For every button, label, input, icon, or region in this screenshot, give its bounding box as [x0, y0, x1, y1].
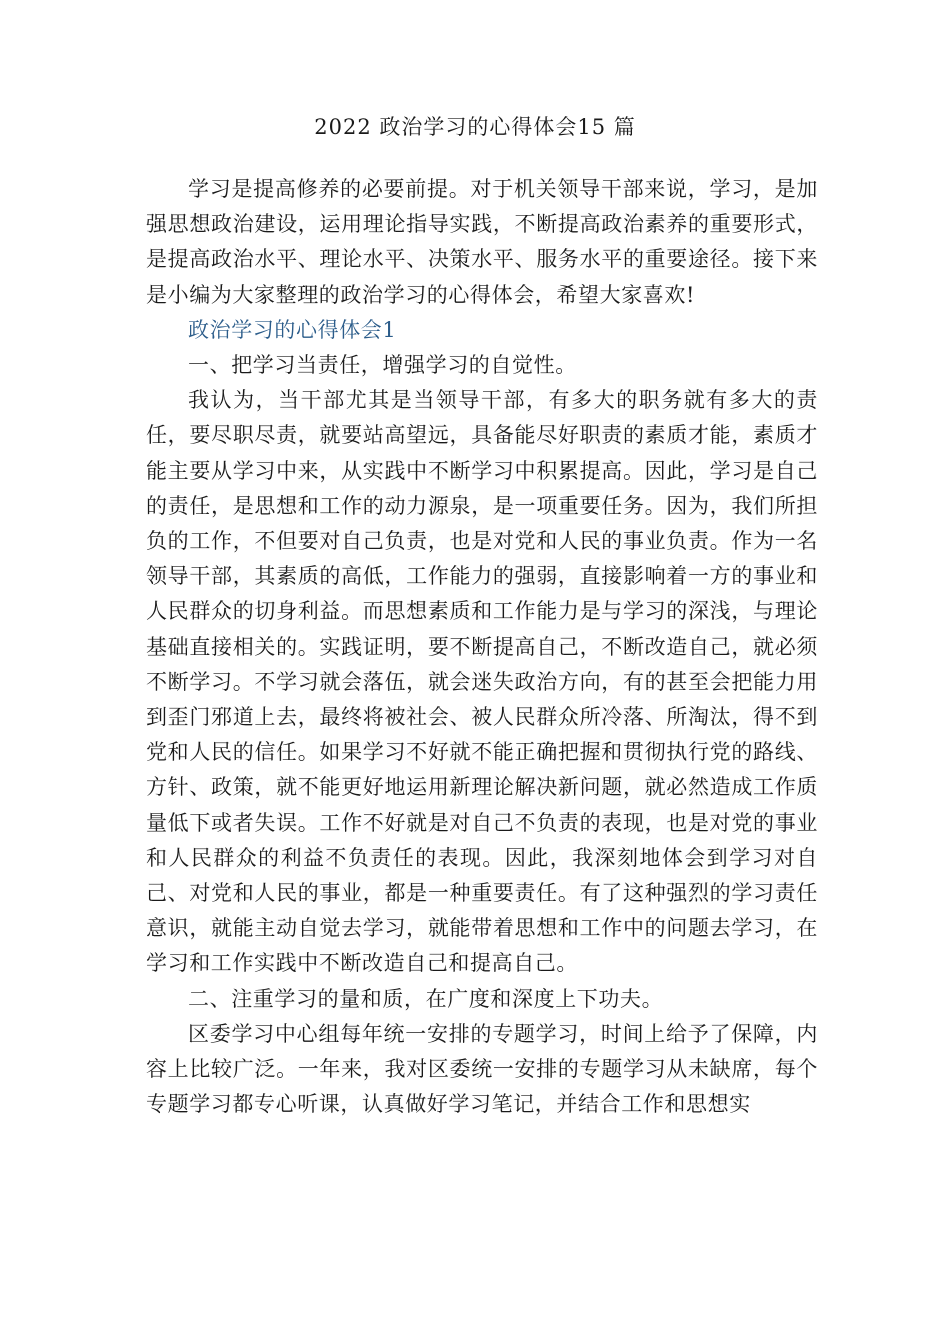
body-paragraph-2: 区委学习中心组每年统一安排的专题学习，时间上给予了保障，内容上比较广泛。一年来，我对区委统一安排的专题学习从未缺席，每个专题学习都专心听课，认真做好学习笔记，并结合工作和思想实 — [146, 1021, 818, 1117]
document-body — [146, 172, 818, 1122]
body-paragraph-1: 我认为，当干部尤其是当领导干部，有多大的职务就有多大的责任，要尽职尽责，就要站高望远，具备能尽好职责的素质才能，素质才能主要从学习中来，从实践中不断学习中积累提高。因此，学习是自己的责任，是思想和工作的动力源泉，是一项重要任务。因为，我们所担负的工作，不但要对自己负责，也是对党和人民的事业负责。作为一名领导干部，其素质的高低，工作能力的强弱，直接影响着一方的事业和人民群众的切身利益。而思想素质和工作能力是与学习的深浅，与理论基础直接相关的。实践证明，要不断提高自己，不断改造自己，就必须不断学习。不学习就会落伍，就会迷失政治方向，有的甚至会把能力用到歪门邪道上去，最终将被社会、被人民群众所冷落、所淘汰，得不到党和人民的信任。如果学习不好就不能正确把握和贯彻执行党的路线、方针、政策，就不能更好地运用新理论解决新问题，就必然造成工作质量低下或者失误。工作不好就是对自己不负责的表现，也是对党的事业和人民群众的利益不负责任的表现。因此，我深刻地体会到学习对自己、对党和人民的事业，都是一种重要责任。有了这种强烈的学习责任意识，就能主动自觉去学习，就能带着思想和工作中的问题去学习，在学习和工作实践中不断改造自己和提高自己。 — [146, 388, 818, 976]
section-heading: 政治学习的心得体会1 — [188, 317, 397, 342]
intro-paragraph: 学习是提高修养的必要前提。对于机关领导干部来说，学习，是加强思想政治建设，运用理论指导实践，不断提高政治素养的重要形式，是提高政治水平、理论水平、决策水平、服务水平的重要途径。接下来是小编为大家整理的政治学习的心得体会，希望大家喜欢! — [146, 177, 818, 307]
point-heading-1: 一、把学习当责任，增强学习的自觉性。 — [188, 353, 577, 378]
point-heading-2: 二、注重学习的量和质，在广度和深度上下功夫。 — [188, 986, 664, 1011]
document-title: 2022 政治学习的心得体会15 篇 — [314, 115, 636, 139]
